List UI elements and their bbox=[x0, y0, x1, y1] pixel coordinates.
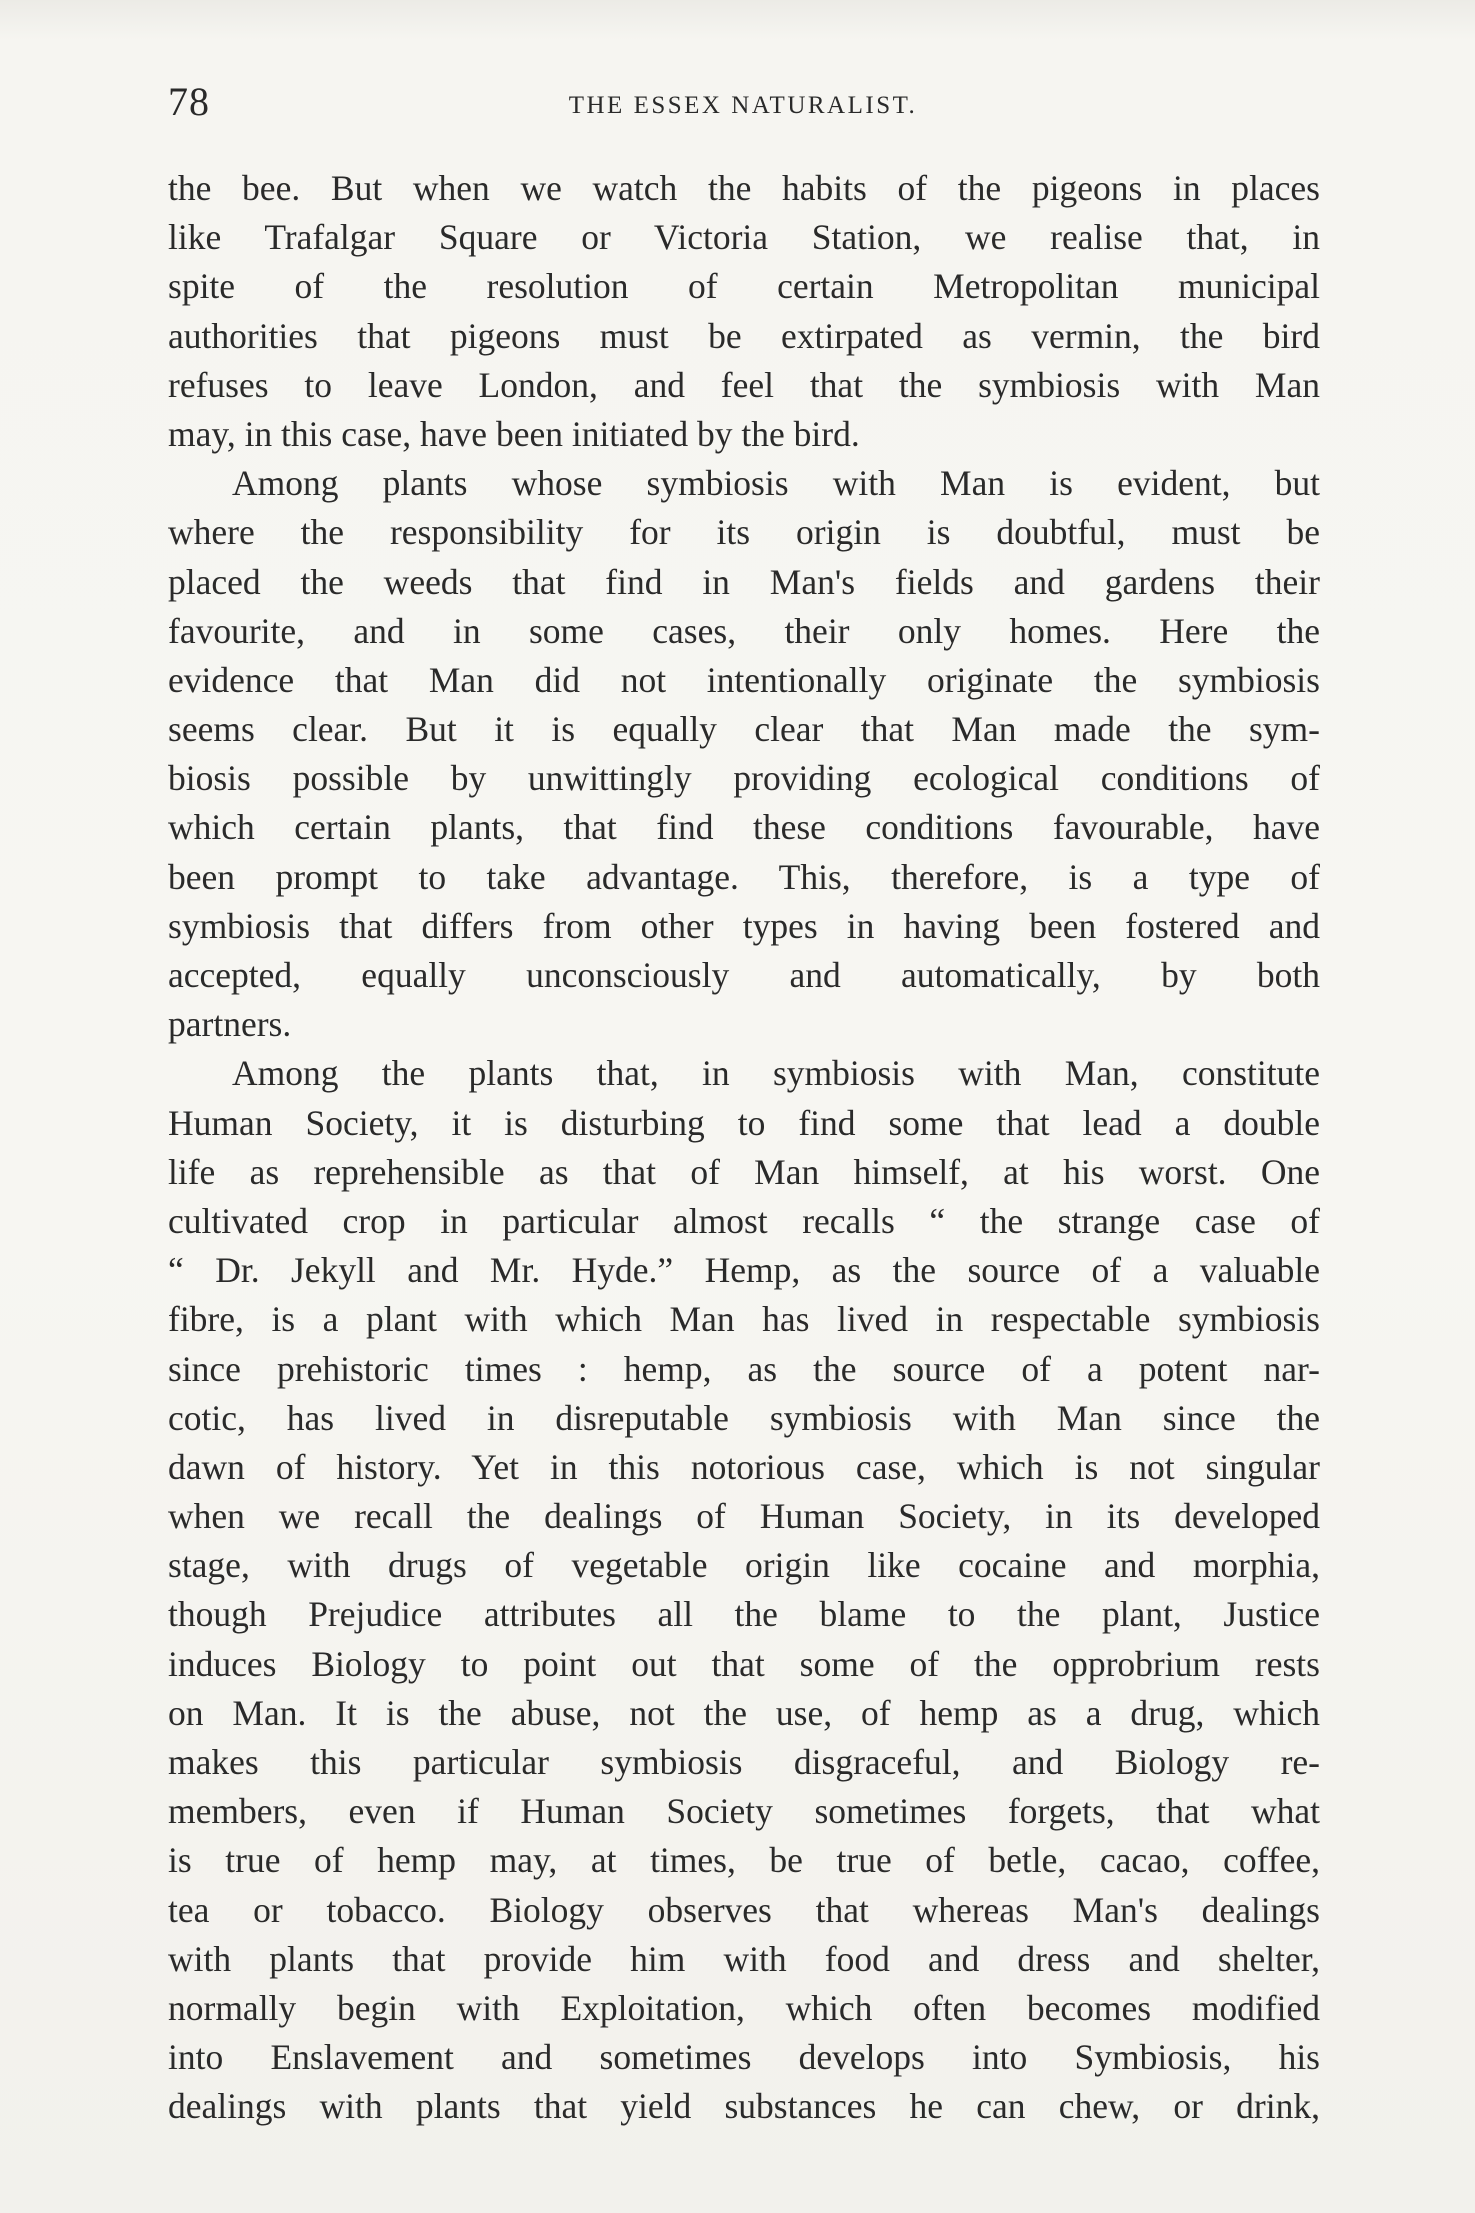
text-line: members, even if Human Society sometimes forgets, that what bbox=[168, 1791, 1320, 1832]
text-line: favourite, and in some cases, their only homes. Here the bbox=[168, 610, 1320, 651]
text-line: spite of the resolution of certain Metropolitan municipal bbox=[168, 266, 1320, 307]
paragraph-1 bbox=[168, 164, 1320, 459]
text-line: on Man. It is the abuse, not the use, of hemp as a drug, which bbox=[168, 1692, 1320, 1733]
text-line: “ Dr. Jekyll and Mr. Hyde.” Hemp, as the source of a valuable bbox=[168, 1250, 1320, 1291]
running-head: THE ESSEX NATURALIST. bbox=[568, 92, 918, 119]
text-line: symbiosis that differs from other types in having been fostered and bbox=[168, 905, 1320, 946]
text-line: may, in this case, have been initiated by the bird. bbox=[168, 413, 860, 454]
text-line: cultivated crop in particular almost recalls “ the strange case of bbox=[168, 1200, 1320, 1241]
text-line: dealings with plants that yield substances he can chew, or drink, bbox=[168, 2086, 1320, 2127]
paragraph-3 bbox=[168, 1049, 1320, 2131]
text-line: since prehistoric times : hemp, as the source of a potent nar- bbox=[168, 1348, 1320, 1389]
text-line: where the responsibility for its origin is doubtful, must be bbox=[168, 512, 1320, 553]
text-line: cotic, has lived in disreputable symbiosis with Man since the bbox=[168, 1397, 1320, 1438]
page-header bbox=[168, 72, 1318, 132]
text-line: tea or tobacco. Biology observes that whereas Man's dealings bbox=[168, 1889, 1320, 1930]
text-line: is true of hemp may, at times, be true of betle, cacao, coffee, bbox=[168, 1840, 1320, 1881]
text-line: evidence that Man did not intentionally originate the symbiosis bbox=[168, 659, 1320, 700]
body-text bbox=[168, 164, 1320, 2132]
text-line: into Enslavement and sometimes develops into Symbiosis, his bbox=[168, 2037, 1320, 2078]
text-line: fibre, is a plant with which Man has lived in respectable symbiosis bbox=[168, 1299, 1320, 1340]
text-line: Among the plants that, in symbiosis with Man, constitute bbox=[232, 1053, 1320, 1094]
paragraph-2 bbox=[168, 459, 1320, 1049]
text-line: like Trafalgar Square or Victoria Station, we realise that, in bbox=[168, 217, 1320, 258]
text-line: biosis possible by unwittingly providing ecological conditions of bbox=[168, 758, 1320, 799]
text-line: Human Society, it is disturbing to find some that lead a double bbox=[168, 1102, 1320, 1143]
text-line: with plants that provide him with food and dress and shelter, bbox=[168, 1938, 1320, 1979]
text-line: induces Biology to point out that some of the opprobrium rests bbox=[168, 1643, 1320, 1684]
text-line: the bee. But when we watch the habits of the pigeons in places bbox=[168, 168, 1320, 208]
text-line: life as reprehensible as that of Man himself, at his worst. One bbox=[168, 1151, 1320, 1192]
text-line: dawn of history. Yet in this notorious case, which is not singular bbox=[168, 1446, 1320, 1487]
text-line: makes this particular symbiosis disgraceful, and Biology re- bbox=[168, 1742, 1320, 1782]
text-line: which certain plants, that find these conditions favourable, have bbox=[168, 807, 1320, 848]
text-line: been prompt to take advantage. This, therefore, is a type of bbox=[168, 856, 1320, 897]
text-line: refuses to leave London, and feel that the symbiosis with Man bbox=[168, 364, 1320, 405]
page-number: 78 bbox=[168, 79, 210, 124]
text-line: authorities that pigeons must be extirpated as vermin, the bird bbox=[168, 315, 1320, 356]
text-line: normally begin with Exploitation, which often becomes modified bbox=[168, 1987, 1320, 2028]
text-line: accepted, equally unconsciously and automatically, by both bbox=[168, 955, 1320, 995]
text-line: when we recall the dealings of Human Society, in its developed bbox=[168, 1496, 1320, 1537]
text-line: seems clear. But it is equally clear that Man made the sym- bbox=[168, 709, 1320, 750]
text-line: though Prejudice attributes all the blame to the plant, Justice bbox=[168, 1594, 1320, 1635]
text-line: placed the weeds that find in Man's fields and gardens their bbox=[168, 561, 1320, 602]
text-line: partners. bbox=[168, 1004, 292, 1045]
text-line: Among plants whose symbiosis with Man is evident, but bbox=[232, 463, 1320, 504]
text-line: stage, with drugs of vegetable origin like cocaine and morphia, bbox=[168, 1545, 1320, 1586]
